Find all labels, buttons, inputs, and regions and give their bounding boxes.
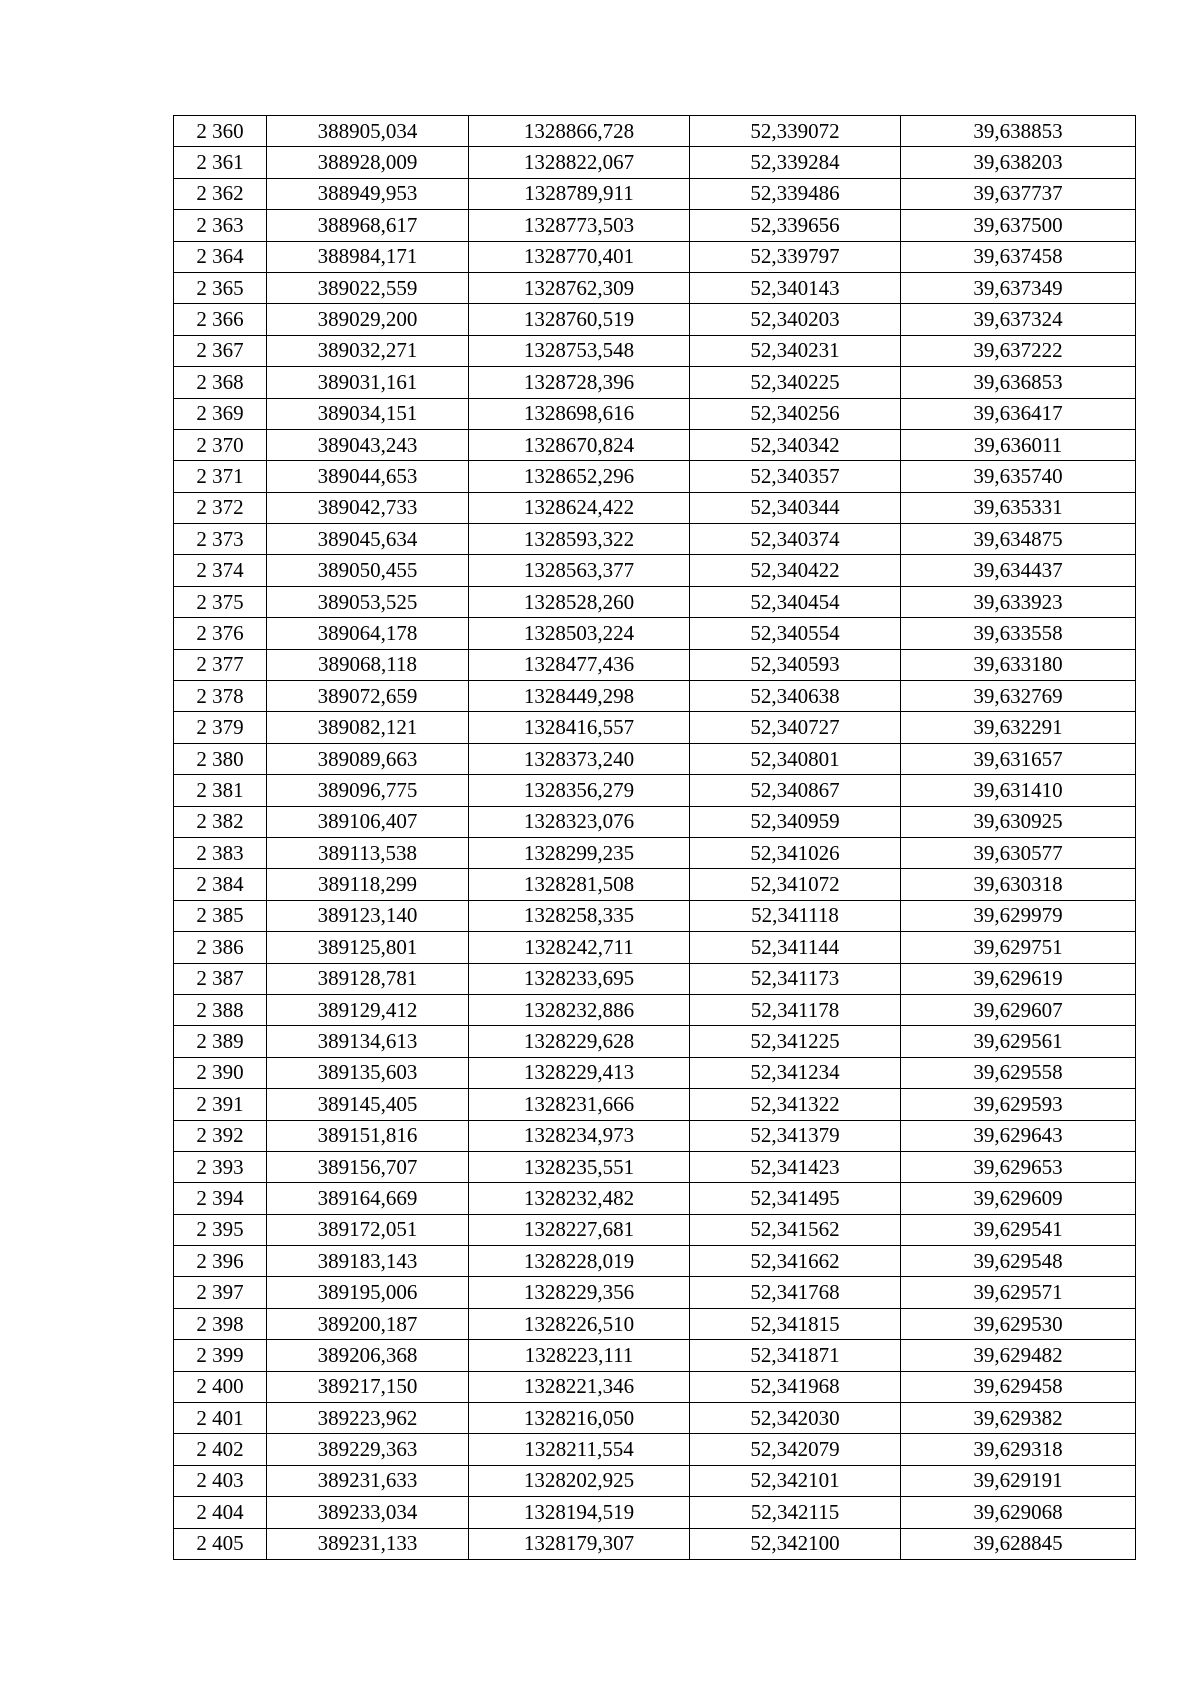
longitude-cell: 39,629482: [901, 1340, 1136, 1371]
latitude-cell: 52,341815: [690, 1308, 901, 1339]
latitude-cell: 52,340727: [690, 712, 901, 743]
table-row: [174, 1371, 1136, 1402]
table-row: [174, 241, 1136, 272]
x-coordinate-cell: 389042,733: [267, 492, 469, 523]
latitude-cell: 52,342115: [690, 1497, 901, 1528]
y-coordinate-cell: 1328235,551: [469, 1151, 690, 1182]
longitude-cell: 39,636853: [901, 367, 1136, 398]
longitude-cell: 39,637458: [901, 241, 1136, 272]
point-number-cell: 2 377: [174, 649, 267, 680]
point-number-cell: 2 374: [174, 555, 267, 586]
point-number-cell: 2 373: [174, 524, 267, 555]
latitude-cell: 52,341178: [690, 994, 901, 1025]
table-row: [174, 1308, 1136, 1339]
x-coordinate-cell: 389096,775: [267, 775, 469, 806]
point-number-cell: 2 380: [174, 743, 267, 774]
x-coordinate-cell: 388968,617: [267, 210, 469, 241]
point-number-cell: 2 372: [174, 492, 267, 523]
latitude-cell: 52,341968: [690, 1371, 901, 1402]
latitude-cell: 52,342100: [690, 1528, 901, 1559]
table-row: [174, 304, 1136, 335]
x-coordinate-cell: 388949,953: [267, 178, 469, 209]
x-coordinate-cell: 389068,118: [267, 649, 469, 680]
table-row: [174, 1151, 1136, 1182]
x-coordinate-cell: 389089,663: [267, 743, 469, 774]
table-row: [174, 1277, 1136, 1308]
table-row: [174, 806, 1136, 837]
table-row: [174, 398, 1136, 429]
x-coordinate-cell: 389206,368: [267, 1340, 469, 1371]
x-coordinate-cell: 389064,178: [267, 618, 469, 649]
latitude-cell: 52,340203: [690, 304, 901, 335]
longitude-cell: 39,631657: [901, 743, 1136, 774]
longitude-cell: 39,634437: [901, 555, 1136, 586]
y-coordinate-cell: 1328229,628: [469, 1026, 690, 1057]
longitude-cell: 39,629191: [901, 1465, 1136, 1496]
x-coordinate-cell: 389128,781: [267, 963, 469, 994]
latitude-cell: 52,340344: [690, 492, 901, 523]
x-coordinate-cell: 389231,633: [267, 1465, 469, 1496]
y-coordinate-cell: 1328449,298: [469, 681, 690, 712]
point-number-cell: 2 379: [174, 712, 267, 743]
latitude-cell: 52,341118: [690, 900, 901, 931]
x-coordinate-cell: 389113,538: [267, 837, 469, 868]
longitude-cell: 39,634875: [901, 524, 1136, 555]
x-coordinate-cell: 389044,653: [267, 461, 469, 492]
latitude-cell: 52,341871: [690, 1340, 901, 1371]
x-coordinate-cell: 389151,816: [267, 1120, 469, 1151]
x-coordinate-cell: 389223,962: [267, 1403, 469, 1434]
longitude-cell: 39,629541: [901, 1214, 1136, 1245]
point-number-cell: 2 376: [174, 618, 267, 649]
y-coordinate-cell: 1328477,436: [469, 649, 690, 680]
table-row: [174, 649, 1136, 680]
table-row: [174, 335, 1136, 366]
table-row: [174, 900, 1136, 931]
table-row: [174, 586, 1136, 617]
latitude-cell: 52,339797: [690, 241, 901, 272]
y-coordinate-cell: 1328229,356: [469, 1277, 690, 1308]
table-row: [174, 1026, 1136, 1057]
table-row: [174, 1214, 1136, 1245]
longitude-cell: 39,636011: [901, 429, 1136, 460]
x-coordinate-cell: 389045,634: [267, 524, 469, 555]
x-coordinate-cell: 389195,006: [267, 1277, 469, 1308]
longitude-cell: 39,633558: [901, 618, 1136, 649]
table-row: [174, 1057, 1136, 1088]
point-number-cell: 2 368: [174, 367, 267, 398]
latitude-cell: 52,341322: [690, 1089, 901, 1120]
y-coordinate-cell: 1328281,508: [469, 869, 690, 900]
latitude-cell: 52,342101: [690, 1465, 901, 1496]
point-number-cell: 2 384: [174, 869, 267, 900]
y-coordinate-cell: 1328323,076: [469, 806, 690, 837]
y-coordinate-cell: 1328228,019: [469, 1246, 690, 1277]
point-number-cell: 2 401: [174, 1403, 267, 1434]
table-row: [174, 681, 1136, 712]
x-coordinate-cell: 389172,051: [267, 1214, 469, 1245]
point-number-cell: 2 400: [174, 1371, 267, 1402]
latitude-cell: 52,342079: [690, 1434, 901, 1465]
y-coordinate-cell: 1328762,309: [469, 272, 690, 303]
x-coordinate-cell: 389050,455: [267, 555, 469, 586]
y-coordinate-cell: 1328753,548: [469, 335, 690, 366]
longitude-cell: 39,629643: [901, 1120, 1136, 1151]
point-number-cell: 2 391: [174, 1089, 267, 1120]
point-number-cell: 2 397: [174, 1277, 267, 1308]
table-row: [174, 1434, 1136, 1465]
longitude-cell: 39,629607: [901, 994, 1136, 1025]
point-number-cell: 2 363: [174, 210, 267, 241]
x-coordinate-cell: 389053,525: [267, 586, 469, 617]
table-row: [174, 524, 1136, 555]
longitude-cell: 39,630925: [901, 806, 1136, 837]
x-coordinate-cell: 389106,407: [267, 806, 469, 837]
point-number-cell: 2 370: [174, 429, 267, 460]
point-number-cell: 2 398: [174, 1308, 267, 1339]
x-coordinate-cell: 389200,187: [267, 1308, 469, 1339]
longitude-cell: 39,638853: [901, 116, 1136, 147]
point-number-cell: 2 385: [174, 900, 267, 931]
latitude-cell: 52,341225: [690, 1026, 901, 1057]
latitude-cell: 52,341072: [690, 869, 901, 900]
y-coordinate-cell: 1328652,296: [469, 461, 690, 492]
y-coordinate-cell: 1328216,050: [469, 1403, 690, 1434]
y-coordinate-cell: 1328229,413: [469, 1057, 690, 1088]
point-number-cell: 2 364: [174, 241, 267, 272]
table-row: [174, 429, 1136, 460]
longitude-cell: 39,631410: [901, 775, 1136, 806]
latitude-cell: 52,341662: [690, 1246, 901, 1277]
table-row: [174, 147, 1136, 178]
x-coordinate-cell: 389156,707: [267, 1151, 469, 1182]
y-coordinate-cell: 1328194,519: [469, 1497, 690, 1528]
table-row: [174, 994, 1136, 1025]
longitude-cell: 39,635740: [901, 461, 1136, 492]
y-coordinate-cell: 1328299,235: [469, 837, 690, 868]
y-coordinate-cell: 1328231,666: [469, 1089, 690, 1120]
longitude-cell: 39,628845: [901, 1528, 1136, 1559]
x-coordinate-cell: 389123,140: [267, 900, 469, 931]
longitude-cell: 39,629593: [901, 1089, 1136, 1120]
table-row: [174, 367, 1136, 398]
x-coordinate-cell: 389031,161: [267, 367, 469, 398]
longitude-cell: 39,629609: [901, 1183, 1136, 1214]
longitude-cell: 39,632291: [901, 712, 1136, 743]
latitude-cell: 52,341495: [690, 1183, 901, 1214]
latitude-cell: 52,340959: [690, 806, 901, 837]
longitude-cell: 39,629530: [901, 1308, 1136, 1339]
latitude-cell: 52,341234: [690, 1057, 901, 1088]
y-coordinate-cell: 1328416,557: [469, 712, 690, 743]
longitude-cell: 39,629619: [901, 963, 1136, 994]
latitude-cell: 52,341423: [690, 1151, 901, 1182]
point-number-cell: 2 389: [174, 1026, 267, 1057]
point-number-cell: 2 404: [174, 1497, 267, 1528]
x-coordinate-cell: 388905,034: [267, 116, 469, 147]
point-number-cell: 2 378: [174, 681, 267, 712]
longitude-cell: 39,629979: [901, 900, 1136, 931]
longitude-cell: 39,630577: [901, 837, 1136, 868]
table-row: [174, 210, 1136, 241]
point-number-cell: 2 403: [174, 1465, 267, 1496]
y-coordinate-cell: 1328258,335: [469, 900, 690, 931]
longitude-cell: 39,629558: [901, 1057, 1136, 1088]
point-number-cell: 2 388: [174, 994, 267, 1025]
latitude-cell: 52,339486: [690, 178, 901, 209]
x-coordinate-cell: 389125,801: [267, 932, 469, 963]
longitude-cell: 39,632769: [901, 681, 1136, 712]
point-number-cell: 2 362: [174, 178, 267, 209]
longitude-cell: 39,629561: [901, 1026, 1136, 1057]
table-row: [174, 743, 1136, 774]
y-coordinate-cell: 1328528,260: [469, 586, 690, 617]
y-coordinate-cell: 1328563,377: [469, 555, 690, 586]
x-coordinate-cell: 389134,613: [267, 1026, 469, 1057]
latitude-cell: 52,340143: [690, 272, 901, 303]
latitude-cell: 52,340593: [690, 649, 901, 680]
longitude-cell: 39,637349: [901, 272, 1136, 303]
point-number-cell: 2 383: [174, 837, 267, 868]
longitude-cell: 39,629548: [901, 1246, 1136, 1277]
y-coordinate-cell: 1328728,396: [469, 367, 690, 398]
y-coordinate-cell: 1328221,346: [469, 1371, 690, 1402]
latitude-cell: 52,341562: [690, 1214, 901, 1245]
table-row: [174, 1120, 1136, 1151]
y-coordinate-cell: 1328593,322: [469, 524, 690, 555]
point-number-cell: 2 371: [174, 461, 267, 492]
latitude-cell: 52,340801: [690, 743, 901, 774]
table-row: [174, 712, 1136, 743]
y-coordinate-cell: 1328356,279: [469, 775, 690, 806]
y-coordinate-cell: 1328503,224: [469, 618, 690, 649]
point-number-cell: 2 361: [174, 147, 267, 178]
coordinates-table-body: [174, 116, 1136, 1560]
latitude-cell: 52,340357: [690, 461, 901, 492]
y-coordinate-cell: 1328233,695: [469, 963, 690, 994]
point-number-cell: 2 369: [174, 398, 267, 429]
latitude-cell: 52,340638: [690, 681, 901, 712]
point-number-cell: 2 394: [174, 1183, 267, 1214]
x-coordinate-cell: 389231,133: [267, 1528, 469, 1559]
x-coordinate-cell: 389034,151: [267, 398, 469, 429]
latitude-cell: 52,340867: [690, 775, 901, 806]
point-number-cell: 2 367: [174, 335, 267, 366]
x-coordinate-cell: 388984,171: [267, 241, 469, 272]
table-row: [174, 775, 1136, 806]
longitude-cell: 39,633180: [901, 649, 1136, 680]
y-coordinate-cell: 1328698,616: [469, 398, 690, 429]
x-coordinate-cell: 389029,200: [267, 304, 469, 335]
latitude-cell: 52,340554: [690, 618, 901, 649]
x-coordinate-cell: 389043,243: [267, 429, 469, 460]
x-coordinate-cell: 389135,603: [267, 1057, 469, 1088]
longitude-cell: 39,629382: [901, 1403, 1136, 1434]
x-coordinate-cell: 389032,271: [267, 335, 469, 366]
table-row: [174, 178, 1136, 209]
table-row: [174, 1183, 1136, 1214]
y-coordinate-cell: 1328234,973: [469, 1120, 690, 1151]
table-row: [174, 461, 1136, 492]
table-row: [174, 932, 1136, 963]
y-coordinate-cell: 1328789,911: [469, 178, 690, 209]
y-coordinate-cell: 1328223,111: [469, 1340, 690, 1371]
point-number-cell: 2 365: [174, 272, 267, 303]
x-coordinate-cell: 389183,143: [267, 1246, 469, 1277]
longitude-cell: 39,637222: [901, 335, 1136, 366]
longitude-cell: 39,629318: [901, 1434, 1136, 1465]
table-row: [174, 837, 1136, 868]
x-coordinate-cell: 389129,412: [267, 994, 469, 1025]
latitude-cell: 52,340422: [690, 555, 901, 586]
latitude-cell: 52,340454: [690, 586, 901, 617]
point-number-cell: 2 395: [174, 1214, 267, 1245]
x-coordinate-cell: 388928,009: [267, 147, 469, 178]
longitude-cell: 39,637500: [901, 210, 1136, 241]
point-number-cell: 2 366: [174, 304, 267, 335]
latitude-cell: 52,341026: [690, 837, 901, 868]
point-number-cell: 2 381: [174, 775, 267, 806]
table-row: [174, 1465, 1136, 1496]
longitude-cell: 39,629068: [901, 1497, 1136, 1528]
table-row: [174, 1340, 1136, 1371]
point-number-cell: 2 387: [174, 963, 267, 994]
latitude-cell: 52,341379: [690, 1120, 901, 1151]
y-coordinate-cell: 1328773,503: [469, 210, 690, 241]
point-number-cell: 2 360: [174, 116, 267, 147]
x-coordinate-cell: 389164,669: [267, 1183, 469, 1214]
y-coordinate-cell: 1328373,240: [469, 743, 690, 774]
latitude-cell: 52,341768: [690, 1277, 901, 1308]
x-coordinate-cell: 389233,034: [267, 1497, 469, 1528]
latitude-cell: 52,340225: [690, 367, 901, 398]
y-coordinate-cell: 1328670,824: [469, 429, 690, 460]
table-row: [174, 869, 1136, 900]
y-coordinate-cell: 1328232,482: [469, 1183, 690, 1214]
latitude-cell: 52,339072: [690, 116, 901, 147]
longitude-cell: 39,629458: [901, 1371, 1136, 1402]
table-row: [174, 1089, 1136, 1120]
longitude-cell: 39,637324: [901, 304, 1136, 335]
latitude-cell: 52,341173: [690, 963, 901, 994]
longitude-cell: 39,635331: [901, 492, 1136, 523]
y-coordinate-cell: 1328226,510: [469, 1308, 690, 1339]
latitude-cell: 52,341144: [690, 932, 901, 963]
y-coordinate-cell: 1328624,422: [469, 492, 690, 523]
y-coordinate-cell: 1328242,711: [469, 932, 690, 963]
point-number-cell: 2 392: [174, 1120, 267, 1151]
longitude-cell: 39,629653: [901, 1151, 1136, 1182]
x-coordinate-cell: 389145,405: [267, 1089, 469, 1120]
table-row: [174, 963, 1136, 994]
table-row: [174, 1528, 1136, 1559]
point-number-cell: 2 396: [174, 1246, 267, 1277]
latitude-cell: 52,340256: [690, 398, 901, 429]
y-coordinate-cell: 1328760,519: [469, 304, 690, 335]
x-coordinate-cell: 389082,121: [267, 712, 469, 743]
latitude-cell: 52,340231: [690, 335, 901, 366]
table-row: [174, 116, 1136, 147]
latitude-cell: 52,342030: [690, 1403, 901, 1434]
point-number-cell: 2 382: [174, 806, 267, 837]
latitude-cell: 52,339284: [690, 147, 901, 178]
coordinates-table: [173, 115, 1136, 1560]
point-number-cell: 2 393: [174, 1151, 267, 1182]
x-coordinate-cell: 389217,150: [267, 1371, 469, 1402]
y-coordinate-cell: 1328202,925: [469, 1465, 690, 1496]
longitude-cell: 39,637737: [901, 178, 1136, 209]
x-coordinate-cell: 389118,299: [267, 869, 469, 900]
point-number-cell: 2 390: [174, 1057, 267, 1088]
longitude-cell: 39,629571: [901, 1277, 1136, 1308]
x-coordinate-cell: 389229,363: [267, 1434, 469, 1465]
point-number-cell: 2 405: [174, 1528, 267, 1559]
point-number-cell: 2 375: [174, 586, 267, 617]
table-row: [174, 555, 1136, 586]
latitude-cell: 52,339656: [690, 210, 901, 241]
y-coordinate-cell: 1328770,401: [469, 241, 690, 272]
point-number-cell: 2 399: [174, 1340, 267, 1371]
longitude-cell: 39,629751: [901, 932, 1136, 963]
y-coordinate-cell: 1328866,728: [469, 116, 690, 147]
table-row: [174, 1403, 1136, 1434]
latitude-cell: 52,340374: [690, 524, 901, 555]
longitude-cell: 39,630318: [901, 869, 1136, 900]
table-row: [174, 1497, 1136, 1528]
x-coordinate-cell: 389072,659: [267, 681, 469, 712]
y-coordinate-cell: 1328822,067: [469, 147, 690, 178]
table-row: [174, 492, 1136, 523]
longitude-cell: 39,638203: [901, 147, 1136, 178]
y-coordinate-cell: 1328227,681: [469, 1214, 690, 1245]
x-coordinate-cell: 389022,559: [267, 272, 469, 303]
latitude-cell: 52,340342: [690, 429, 901, 460]
table-row: [174, 618, 1136, 649]
y-coordinate-cell: 1328211,554: [469, 1434, 690, 1465]
longitude-cell: 39,633923: [901, 586, 1136, 617]
point-number-cell: 2 386: [174, 932, 267, 963]
y-coordinate-cell: 1328179,307: [469, 1528, 690, 1559]
longitude-cell: 39,636417: [901, 398, 1136, 429]
table-row: [174, 272, 1136, 303]
table-row: [174, 1246, 1136, 1277]
point-number-cell: 2 402: [174, 1434, 267, 1465]
y-coordinate-cell: 1328232,886: [469, 994, 690, 1025]
